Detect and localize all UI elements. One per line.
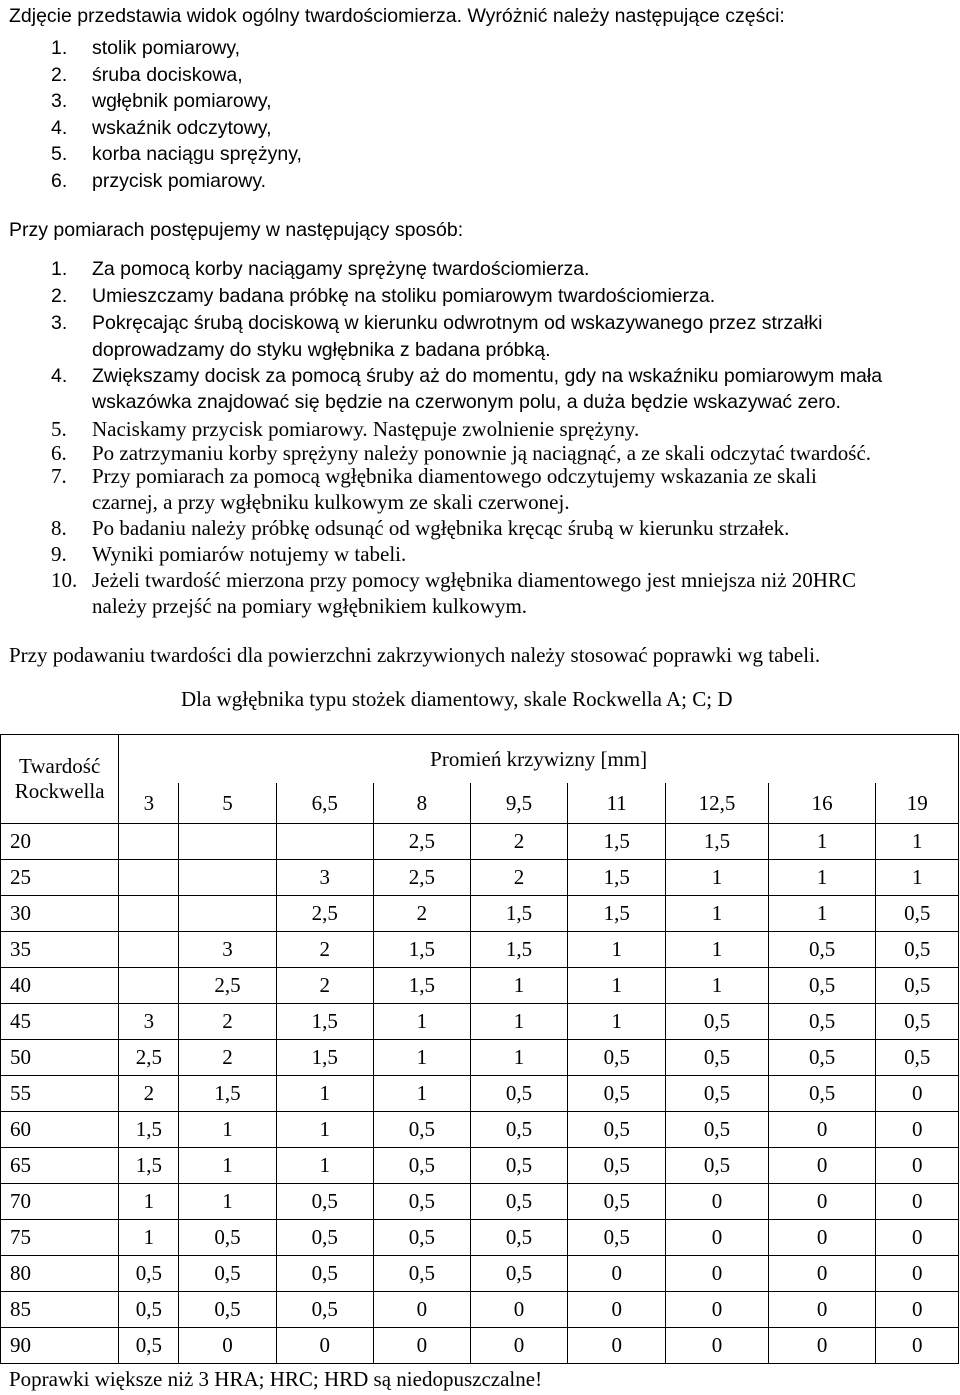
intro-text: Zdjęcie przedstawia widok ogólny twardościomierza. Wyróżnić należy następujące części:	[9, 5, 785, 27]
correction-value	[119, 968, 179, 1004]
correction-value: 1	[666, 860, 768, 896]
parts-list-number: 3.	[51, 90, 68, 112]
table-row	[1, 1292, 959, 1328]
correction-value	[179, 860, 276, 896]
step-number: 4.	[51, 365, 68, 387]
correction-value: 0	[470, 1292, 567, 1328]
parts-list-number: 4.	[51, 116, 68, 139]
step-text-line: doprowadzamy do styku wgłębnika z badana próbką.	[92, 339, 551, 361]
correction-value: 1,5	[119, 1148, 179, 1184]
hardness-value: 85	[1, 1292, 119, 1328]
radius-value: 16	[768, 783, 876, 824]
correction-value: 1	[179, 1148, 276, 1184]
correction-value: 0,5	[470, 1112, 567, 1148]
correction-value: 0,5	[768, 1076, 876, 1112]
correction-value: 0,5	[568, 1112, 666, 1148]
correction-value: 2,5	[373, 824, 470, 860]
correction-value: 3	[119, 1004, 179, 1040]
correction-value: 0,5	[768, 1004, 876, 1040]
correction-value: 0,5	[568, 1076, 666, 1112]
correction-value: 0,5	[568, 1148, 666, 1184]
correction-value: 0,5	[568, 1184, 666, 1220]
hardness-header-line2: Rockwella	[14, 779, 105, 803]
correction-value: 0	[876, 1256, 959, 1292]
parts-list-item: przycisk pomiarowy.	[92, 169, 267, 192]
correction-value: 1	[768, 860, 876, 896]
correction-value: 1	[373, 1076, 470, 1112]
step-text-line: Po zatrzymaniu korby sprężyny należy ponownie ją naciągnąć, a ze skali odczytać twardość.	[92, 441, 872, 465]
step-number: 5.	[51, 417, 67, 441]
correction-value: 1	[276, 1148, 373, 1184]
correction-value: 0	[666, 1292, 768, 1328]
correction-value: 0,5	[276, 1256, 373, 1292]
correction-value: 1	[119, 1184, 179, 1220]
table-body	[1, 824, 959, 1364]
correction-value: 0	[768, 1292, 876, 1328]
correction-value: 0	[470, 1328, 567, 1364]
correction-value: 1	[568, 932, 666, 968]
step-number: 10.	[51, 568, 78, 592]
table-row	[1, 896, 959, 932]
correction-value: 0,5	[119, 1256, 179, 1292]
correction-value: 0,5	[373, 1148, 470, 1184]
correction-value: 0,5	[373, 1220, 470, 1256]
correction-value: 0	[768, 1148, 876, 1184]
table-row	[1, 1184, 959, 1220]
step-text-line: należy przejść na pomiary wgłębnikiem kulkowym.	[92, 594, 528, 618]
step-text-line: wskazówka znajdować się będzie na czerwonym polu, a duża będzie wskazywać zero.	[92, 391, 841, 413]
correction-value: 0	[876, 1184, 959, 1220]
correction-value: 1,5	[470, 896, 567, 932]
correction-value: 0,5	[666, 1112, 768, 1148]
correction-value: 2	[119, 1076, 179, 1112]
correction-value: 2	[470, 824, 567, 860]
correction-value: 0	[568, 1256, 666, 1292]
correction-value	[119, 860, 179, 896]
correction-value: 1	[666, 932, 768, 968]
correction-value: 0	[373, 1292, 470, 1328]
correction-value: 0,5	[768, 932, 876, 968]
correction-value	[276, 824, 373, 860]
step-text-line: Za pomocą korby naciągamy sprężynę twardościomierza.	[92, 258, 590, 280]
correction-value: 0,5	[666, 1040, 768, 1076]
correction-value: 2	[179, 1004, 276, 1040]
correction-value: 1	[373, 1004, 470, 1040]
correction-value	[179, 824, 276, 860]
procedure-heading: Przy pomiarach postępujemy w następujący sposób:	[9, 219, 464, 241]
step-text-line: Jeżeli twardość mierzona przy pomocy wgłębnika diamentowego jest mniejsza niż 20HRC	[92, 568, 856, 592]
correction-value: 2	[276, 968, 373, 1004]
table-row	[1, 968, 959, 1004]
correction-value: 0	[876, 1112, 959, 1148]
correction-value: 0,5	[768, 1040, 876, 1076]
correction-value: 1,5	[373, 968, 470, 1004]
correction-value: 0,5	[568, 1040, 666, 1076]
correction-value: 0	[666, 1328, 768, 1364]
correction-value: 1,5	[119, 1112, 179, 1148]
step-text-line: Pokręcając śrubą dociskową w kierunku odwrotnym od wskazywanego przez strzałki	[92, 312, 823, 334]
footer-note: Poprawki większe niż 3 HRA; HRC; HRD są niedopuszczalne!	[9, 1367, 543, 1391]
correction-value: 0	[768, 1112, 876, 1148]
correction-value	[119, 932, 179, 968]
correction-value: 0	[179, 1328, 276, 1364]
table-caption: Dla wgłębnika typu stożek diamentowy, skale Rockwella A; C; D	[181, 687, 733, 711]
correction-value	[119, 896, 179, 932]
correction-value: 0,5	[119, 1292, 179, 1328]
correction-value: 0,5	[373, 1112, 470, 1148]
correction-value: 1,5	[568, 824, 666, 860]
correction-value: 0	[568, 1292, 666, 1328]
table-row	[1, 932, 959, 968]
correction-value: 0	[666, 1256, 768, 1292]
correction-value: 0	[276, 1328, 373, 1364]
correction-value: 1	[876, 824, 959, 860]
correction-value: 0	[876, 1076, 959, 1112]
correction-value: 1	[470, 1040, 567, 1076]
correction-value: 1,5	[470, 932, 567, 968]
step-text-line: Wyniki pomiarów notujemy w tabeli.	[92, 542, 407, 566]
correction-value: 0	[768, 1220, 876, 1256]
hardness-value: 45	[1, 1004, 119, 1040]
correction-value: 3	[179, 932, 276, 968]
correction-value: 0	[768, 1328, 876, 1364]
correction-value: 1,5	[179, 1076, 276, 1112]
radius-value: 6,5	[276, 783, 373, 824]
correction-value: 0	[568, 1328, 666, 1364]
correction-value: 1	[768, 824, 876, 860]
correction-value: 0,5	[373, 1184, 470, 1220]
correction-value: 0,5	[470, 1256, 567, 1292]
hardness-value: 70	[1, 1184, 119, 1220]
parts-list-number: 6.	[51, 169, 68, 192]
parts-list-number: 1.	[51, 37, 68, 59]
hardness-value: 75	[1, 1220, 119, 1256]
correction-value: 0,5	[179, 1256, 276, 1292]
correction-value: 0,5	[276, 1292, 373, 1328]
correction-value: 0	[768, 1256, 876, 1292]
correction-value: 1	[373, 1040, 470, 1076]
correction-value: 2,5	[276, 896, 373, 932]
correction-value: 1,5	[276, 1004, 373, 1040]
step-number: 9.	[51, 542, 67, 566]
correction-value: 2,5	[373, 860, 470, 896]
step-text-line: Zwiększamy docisk za pomocą śruby aż do momentu, gdy na wskaźniku pomiarowym mała	[92, 365, 883, 387]
table-row	[1, 1076, 959, 1112]
correction-value: 1,5	[568, 860, 666, 896]
step-number: 1.	[51, 258, 68, 280]
table-row	[1, 1040, 959, 1076]
correction-value: 0,5	[876, 968, 959, 1004]
correction-value: 1	[568, 968, 666, 1004]
correction-value: 1	[568, 1004, 666, 1040]
hardness-value: 50	[1, 1040, 119, 1076]
correction-value: 0,5	[876, 1004, 959, 1040]
table-row	[1, 1220, 959, 1256]
correction-value: 2	[470, 860, 567, 896]
hardness-value: 30	[1, 896, 119, 932]
correction-value: 0,5	[768, 968, 876, 1004]
correction-value: 0,5	[876, 1040, 959, 1076]
correction-value: 1	[470, 968, 567, 1004]
correction-value: 1	[876, 860, 959, 896]
hardness-value: 25	[1, 860, 119, 896]
radius-value: 12,5	[666, 783, 768, 824]
parts-list-number: 5.	[51, 143, 68, 165]
correction-value	[119, 824, 179, 860]
radius-value: 9,5	[470, 783, 567, 824]
correction-table	[0, 734, 959, 1364]
correction-value: 0	[876, 1220, 959, 1256]
correction-value: 1,5	[568, 896, 666, 932]
correction-value: 0,5	[876, 896, 959, 932]
correction-value: 1,5	[373, 932, 470, 968]
correction-value: 1	[179, 1184, 276, 1220]
hardness-value: 90	[1, 1328, 119, 1364]
hardness-value: 65	[1, 1148, 119, 1184]
correction-value: 1	[276, 1112, 373, 1148]
parts-list-item: wgłębnik pomiarowy,	[92, 90, 272, 112]
correction-value: 1	[666, 968, 768, 1004]
correction-value: 0,5	[470, 1220, 567, 1256]
step-number: 3.	[51, 312, 68, 334]
correction-value: 1	[768, 896, 876, 932]
correction-value: 0,5	[179, 1292, 276, 1328]
hardness-header	[1, 735, 119, 824]
parts-list-item: stolik pomiarowy,	[92, 37, 241, 59]
radius-value: 3	[119, 783, 179, 824]
step-number: 8.	[51, 516, 67, 540]
correction-value: 0	[876, 1328, 959, 1364]
correction-value	[179, 896, 276, 932]
step-text-line: Naciskamy przycisk pomiarowy. Następuje zwolnienie sprężyny.	[92, 417, 640, 441]
correction-value: 3	[276, 860, 373, 896]
radius-value: 5	[179, 783, 276, 824]
correction-value: 0	[876, 1292, 959, 1328]
correction-value: 0,5	[666, 1076, 768, 1112]
correction-value: 0	[373, 1328, 470, 1364]
hardness-header-line1: Twardość	[18, 754, 101, 778]
step-text-line: czarnej, a przy wgłębniku kulkowym ze skali czerwonej.	[92, 490, 570, 514]
hardness-value: 80	[1, 1256, 119, 1292]
step-number: 6.	[51, 441, 67, 465]
step-text-line: Umieszczamy badana próbkę na stoliku pomiarowym twardościomierza.	[92, 285, 716, 307]
step-number: 7.	[51, 464, 67, 488]
table-row	[1, 824, 959, 860]
correction-value: 1	[179, 1112, 276, 1148]
hardness-value: 20	[1, 824, 119, 860]
correction-value: 0,5	[373, 1256, 470, 1292]
correction-value: 2	[276, 932, 373, 968]
correction-value: 1,5	[276, 1040, 373, 1076]
correction-value: 2,5	[119, 1040, 179, 1076]
correction-value: 0,5	[179, 1220, 276, 1256]
correction-value: 0,5	[666, 1004, 768, 1040]
correction-value: 0,5	[568, 1220, 666, 1256]
step-text-line: Po badaniu należy próbkę odsunąć od wgłębnika kręcąc śrubą w kierunku strzałek.	[92, 516, 790, 540]
step-text-line: Przy pomiarach za pomocą wgłębnika diamentowego odczytujemy wskazania ze skali	[92, 464, 817, 488]
correction-value: 0	[666, 1184, 768, 1220]
correction-value: 1,5	[666, 824, 768, 860]
correction-value: 0,5	[276, 1220, 373, 1256]
table-row	[1, 1328, 959, 1364]
radius-values-row	[1, 783, 959, 824]
step-number: 2.	[51, 285, 68, 307]
radius-value: 8	[373, 783, 470, 824]
table-row	[1, 1256, 959, 1292]
correction-value: 1	[470, 1004, 567, 1040]
correction-value: 0,5	[666, 1148, 768, 1184]
correction-value: 2	[179, 1040, 276, 1076]
correction-value: 0	[876, 1148, 959, 1184]
parts-list-number: 2.	[51, 63, 68, 86]
correction-value: 1	[119, 1220, 179, 1256]
correction-value: 0	[768, 1184, 876, 1220]
radius-header: Promień krzywizny [mm]	[119, 735, 959, 784]
table-row	[1, 1004, 959, 1040]
table-row	[1, 1112, 959, 1148]
correction-value: 0,5	[276, 1184, 373, 1220]
correction-value: 0,5	[876, 932, 959, 968]
hardness-value: 55	[1, 1076, 119, 1112]
table-row	[1, 1148, 959, 1184]
radius-value: 11	[568, 783, 666, 824]
correction-value: 0,5	[470, 1184, 567, 1220]
parts-list-item: korba naciągu sprężyny,	[92, 143, 302, 165]
correction-note: Przy podawaniu twardości dla powierzchni zakrzywionych należy stosować poprawki wg tabeli.	[9, 643, 821, 667]
hardness-value: 40	[1, 968, 119, 1004]
correction-value: 0,5	[119, 1328, 179, 1364]
correction-value: 1	[276, 1076, 373, 1112]
correction-value: 2	[373, 896, 470, 932]
table-row	[1, 860, 959, 896]
correction-value: 2,5	[179, 968, 276, 1004]
correction-value: 0,5	[470, 1148, 567, 1184]
correction-value: 0	[666, 1220, 768, 1256]
correction-value: 1	[666, 896, 768, 932]
hardness-value: 35	[1, 932, 119, 968]
correction-value: 0,5	[470, 1076, 567, 1112]
hardness-value: 60	[1, 1112, 119, 1148]
parts-list-item: wskaźnik odczytowy,	[92, 116, 272, 139]
parts-list-item: śruba dociskowa,	[92, 63, 243, 86]
radius-value: 19	[876, 783, 959, 824]
